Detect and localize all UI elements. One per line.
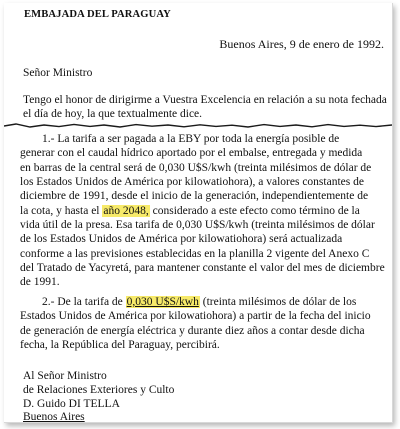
addressee-line: de Relaciones Exteriores y Culto	[23, 383, 175, 396]
highlight-tariff: 0,030 U$S/kwh	[126, 296, 199, 308]
clause-2-text: (treinta milésimos de dólar de los	[199, 296, 357, 308]
addressee-block	[23, 370, 174, 425]
addressee-line: D. Guido DI TELLA	[23, 397, 120, 410]
clause-1-line: conforme a las previsiones establecidas en la planilla 2 vigente del Anexo C	[20, 247, 370, 260]
intro-line: Tengo el honor de dirigirme a Vuestra Excelencia en relación a su nota fechada	[23, 94, 387, 106]
clause-1-line: vida útil de la presa. Esa tarifa de 0,030 U$S/kwh (treinta milésimos de dólar	[20, 219, 375, 232]
clause-1-line: diciembre de 1991, desde el inicio de la generación, independientemente de	[20, 190, 369, 203]
highlight-year-2048: año 2048,	[103, 204, 149, 217]
clause-2-line: de generación de energía eléctrica y durante diez años a contar desde dicha	[20, 324, 365, 337]
clause-1-line: de los Estados Unidos de América por kilowatiohora) será actualizada	[20, 233, 343, 246]
clause-2-line: Estados Unidos de América por kilowatiohora) a partir de la fecha del inicio	[20, 310, 371, 323]
clause-1-text: la cota, y hasta el	[20, 204, 103, 217]
addressee-line: Al Señor Ministro	[23, 370, 107, 382]
clause-1-line	[20, 204, 388, 218]
clause-2-text: 2.- De la tarifa de	[42, 296, 126, 308]
letterhead: EMBAJADA DEL PARAGUAY	[24, 9, 171, 20]
clause-2	[20, 295, 388, 352]
salutation: Señor Ministro	[23, 67, 93, 79]
torn-edge-divider	[4, 122, 392, 130]
letter-sheet	[4, 3, 393, 423]
clause-1-line: en barras de la central será de 0,030 U$S/kwh (treinta milésimos de dólar de	[20, 161, 372, 174]
clause-2-line: fecha, la República del Paraguay, percibirá.	[20, 339, 220, 352]
addressee-city: Buenos Aires	[23, 411, 85, 424]
letter-date: Buenos Aires, 9 de enero de 1992.	[219, 37, 384, 51]
clause-1-text: considerado a este efecto como término de la	[149, 204, 360, 217]
clause-1-line: 1.- La tarifa a ser pagada a la EBY por toda la energía posible de	[42, 133, 340, 145]
clause-1-line: del Tratado de Yacyretá, para mantener constante el valor del mes de diciembre	[20, 262, 385, 275]
intro-paragraph	[23, 93, 391, 121]
clause-1-line: de 1991.	[20, 276, 60, 289]
intro-line: el día de hoy, la que textualmente dice.	[23, 108, 203, 120]
clause-2-line	[20, 295, 388, 309]
clause-1-line: los Estados Unidos de América por kilowatiohora), a valores constantes de	[20, 176, 364, 189]
clause-1-line: generar con el caudal hídrico aportado por el embalse, entregada y medida	[20, 147, 363, 160]
clause-1	[20, 132, 388, 290]
